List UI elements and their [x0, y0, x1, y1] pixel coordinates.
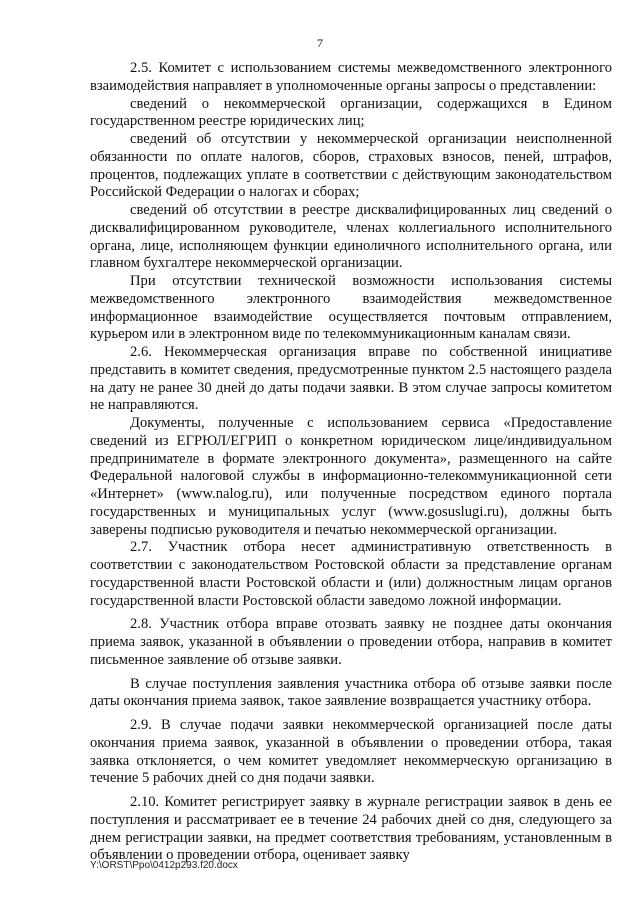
paragraph-withdrawal-late: В случае поступления заявления участника отбора об отзыве заявки после даты окончания приема заявок, такое заявление возвращается участнику отбора. [90, 675, 612, 710]
paragraph-egrul-service-documents: Документы, полученные с использованием сервиса «Предоставление сведений из ЕГРЮЛ/ЕГРИП о конкретном юридическом лице/индивидуальном предпринимателе в формате электронного документа», размещенного на сайте Федеральной налоговой службы в информационно-телекоммуникационной сети «Интернет» (www.nalog.ru), или полученные посредством единого портала государственных и муниципальных услуг (www.gosuslugi.ru), должны быть заверены подписью руководителя и печатью некоммерческой организации. [90, 415, 612, 538]
paragraph-2-7: 2.7. Участник отбора несет административную ответственность в соответствии с законодательством Ростовской области за представление органам государственной власти Ростовской области и (или) должностным лицам органов государственной власти Ростовской области заведомо ложной информации. [90, 539, 612, 609]
paragraph-no-technical-possibility: При отсутствии технической возможности использования системы межведомственного электронного взаимодействия межведомственное информационное взаимодействие осуществляется почтовым отправлением, курьером или в электронном виде по телекоммуникационным каналам связи. [90, 273, 612, 343]
page-number: 7 [317, 36, 323, 50]
document-body [90, 60, 612, 865]
paragraph-tax-debt-info: сведений об отсутствии у некоммерческой организации неисполненной обязанности по оплате налогов, сборов, страховых взносов, пеней, штрафов, процентов, подлежащих уплате в соответствии с действующим законодательством Российской Федерации о налогах и сборах; [90, 131, 612, 201]
paragraph-disqualified-info: сведений об отсутствии в реестре дисквалифицированных лиц сведений о дисквалифицированном руководителе, членах коллегиального исполнительного органа, лице, исполняющем функции единоличного исполнительного органа, или главном бухгалтере некоммерческой организации. [90, 202, 612, 272]
paragraph-2-6: 2.6. Некоммерческая организация вправе по собственной инициативе представить в комитет сведения, предусмотренные пунктом 2.5 настоящего раздела на дату не ранее 30 дней до даты подачи заявки. В этом случае запросы комитетом не направляются. [90, 344, 612, 414]
paragraph-2-8: 2.8. Участник отбора вправе отозвать заявку не позднее даты окончания приема заявок, указанной в объявлении о проведении отбора, направив в комитет письменное заявление об отзыве заявки. [90, 616, 612, 668]
paragraph-2-5: 2.5. Комитет с использованием системы межведомственного электронного взаимодействия направляет в уполномоченные органы запросы о представлении: [90, 60, 612, 94]
paragraph-2-10: 2.10. Комитет регистрирует заявку в журнале регистрации заявок в день ее поступления и рассматривает ее в течение 24 рабочих дней со дня, следующего за днем регистрации заявки, на предмет соответствия требованиям, установленным в объявлении о проведении отбора, оценивает заявку [90, 794, 612, 864]
footer-file-path: Y:\ORST\Ppo\0412p293.f20.docx [90, 860, 238, 871]
paragraph-2-9: 2.9. В случае подачи заявки некоммерческой организацией после даты окончания приема заявок, указанной в объявлении о проведении отбора, такая заявка отклоняется, о чем комитет уведомляет некоммерческую организацию в течение 5 рабочих дней со дня подачи заявки. [90, 717, 612, 787]
paragraph-egrul-info: сведений о некоммерческой организации, содержащихся в Едином государственном реестре юридических лиц; [90, 95, 612, 130]
